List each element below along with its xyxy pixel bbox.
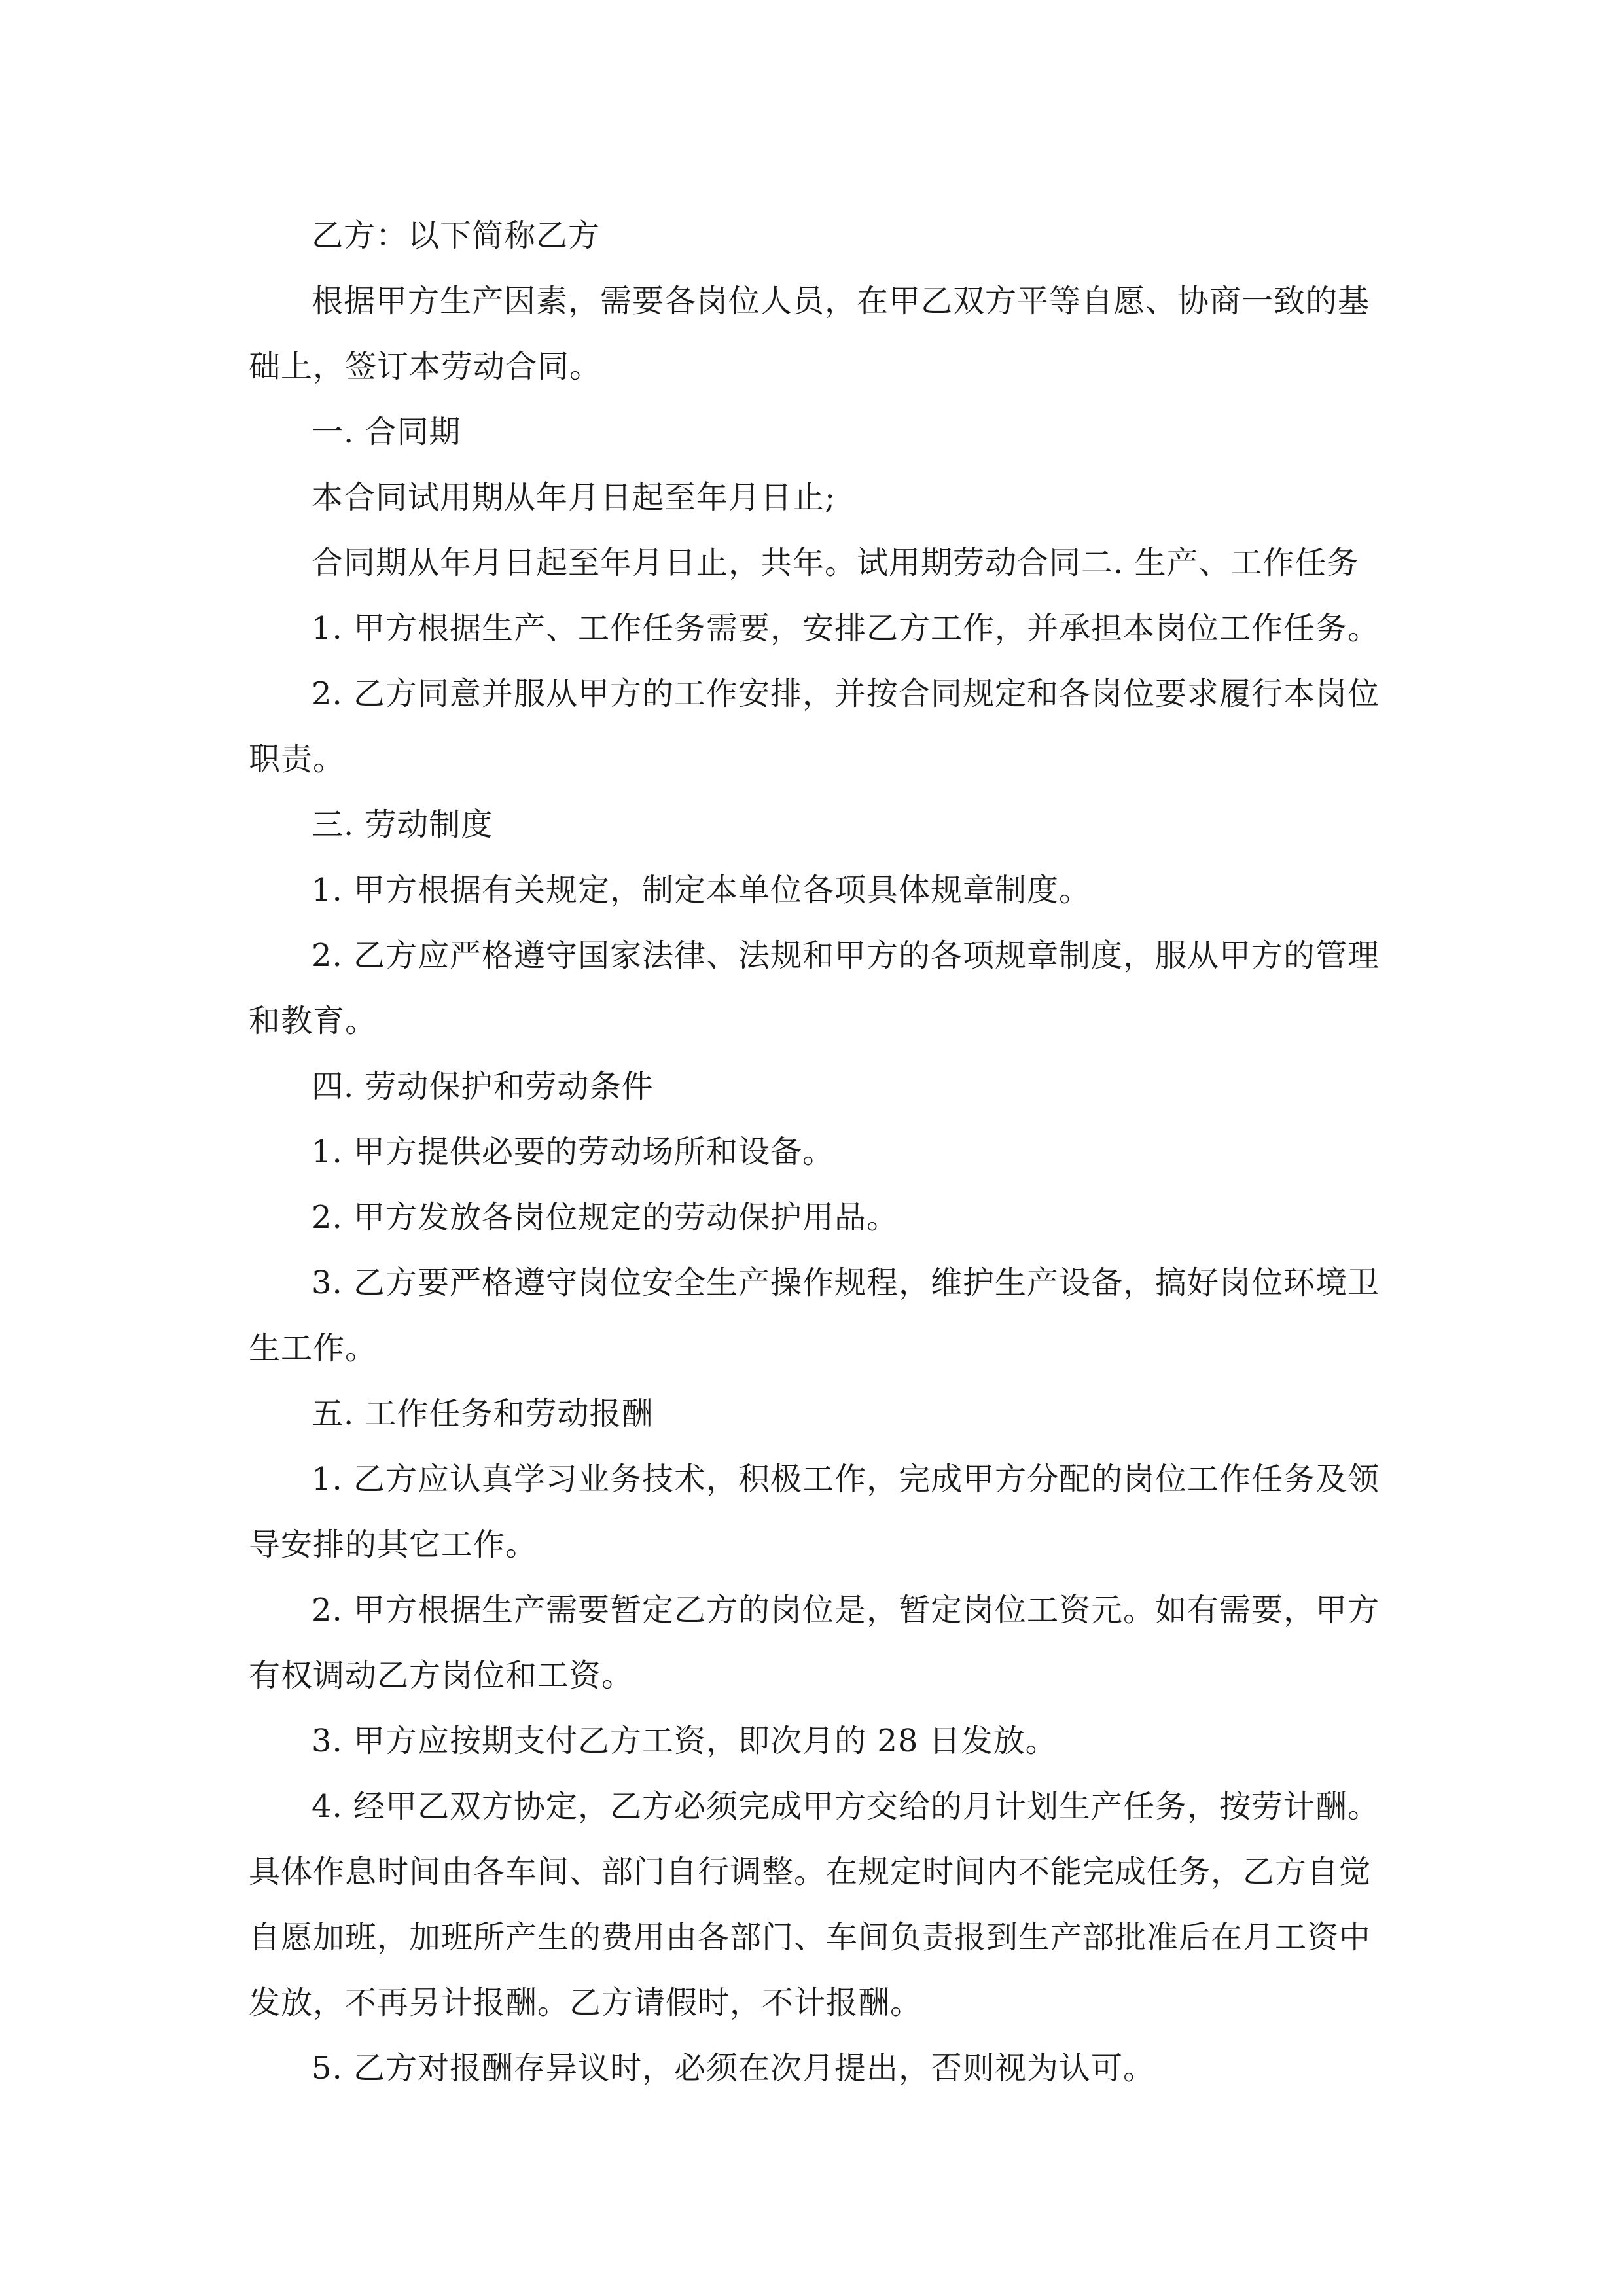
contract-period-paragraph: 合同期从年月日起至年月日止，共年。试用期劳动合同二. 生产、工作任务 bbox=[312, 545, 1359, 581]
clause-4-2: 2. 甲方发放各岗位规定的劳动保护用品。 bbox=[312, 1199, 899, 1236]
clause-5-2: 2. 甲方根据生产需要暂定乙方的岗位是，暂定岗位工资元。如有需要，甲方有权调动乙方岗位和工资。 bbox=[249, 1592, 1380, 1694]
document-body bbox=[249, 203, 1400, 2101]
clause-5-5: 5. 乙方对报酬存异议时，必须在次月提出，否则视为认可。 bbox=[312, 2050, 1156, 2087]
preamble-paragraph: 根据甲方生产因素，需要各岗位人员，在甲乙双方平等自愿、协商一致的基础上，签订本劳动合同。 bbox=[249, 283, 1370, 385]
section-heading-labor-protection: 四. 劳动保护和劳动条件 bbox=[312, 1068, 654, 1105]
clause-5-3: 3. 甲方应按期支付乙方工资，即次月的 28 日发放。 bbox=[312, 1723, 1058, 1759]
probation-period-paragraph: 本合同试用期从年月日起至年月日止; bbox=[312, 479, 836, 516]
clause-3-1: 1. 甲方根据有关规定，制定本单位各项具体规章制度。 bbox=[312, 872, 1092, 908]
section-heading-work-remuneration: 五. 工作任务和劳动报酬 bbox=[312, 1395, 654, 1432]
party-b-line: 乙方：以下简称乙方 bbox=[312, 217, 601, 254]
clause-3-2: 2. 乙方应严格遵守国家法律、法规和甲方的各项规章制度，服从甲方的管理和教育。 bbox=[249, 937, 1380, 1039]
clause-5-1: 1. 乙方应认真学习业务技术，积极工作，完成甲方分配的岗位工作任务及领导安排的其它工作。 bbox=[249, 1461, 1380, 1563]
clause-5-4: 4. 经甲乙双方协定，乙方必须完成甲方交给的月计划生产任务，按劳计酬。具体作息时间由各车间、部门自行调整。在规定时间内不能完成任务，乙方自觉自愿加班，加班所产生的费用由各部门、车间负责报到生产部批准后在月工资中发放，不再另计报酬。乙方请假时，不计报酬。 bbox=[249, 1788, 1380, 2021]
section-heading-contract-term: 一. 合同期 bbox=[312, 414, 461, 450]
section-heading-labor-system: 三. 劳动制度 bbox=[312, 806, 493, 843]
clause-2-1: 1. 甲方根据生产、工作任务需要，安排乙方工作，并承担本岗位工作任务。 bbox=[312, 610, 1380, 647]
clause-2-2: 2. 乙方同意并服从甲方的工作安排，并按合同规定和各岗位要求履行本岗位职责。 bbox=[249, 675, 1380, 778]
clause-4-1: 1. 甲方提供必要的劳动场所和设备。 bbox=[312, 1134, 835, 1170]
clause-4-3: 3. 乙方要严格遵守岗位安全生产操作规程，维护生产设备，搞好岗位环境卫生工作。 bbox=[249, 1265, 1380, 1367]
